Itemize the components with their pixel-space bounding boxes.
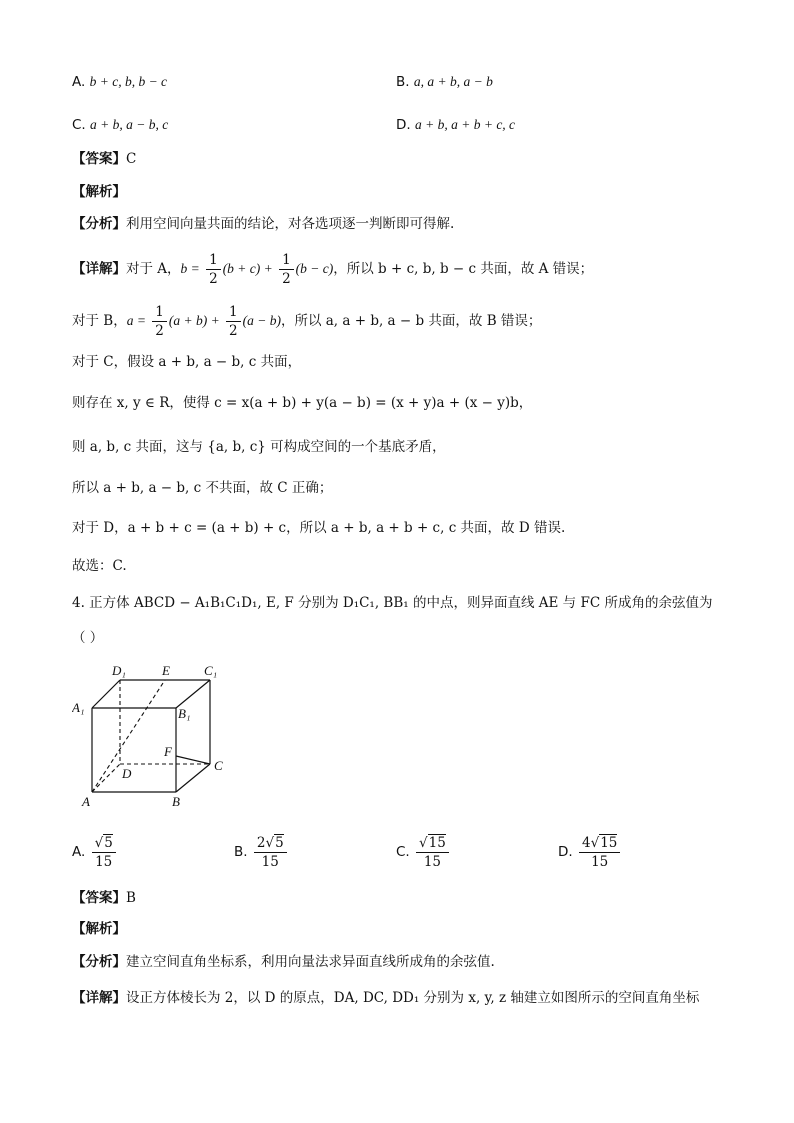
- label-b: B: [172, 794, 180, 809]
- frac-num: 1: [152, 303, 167, 322]
- label-d1: D₁: [112, 663, 126, 678]
- q3-analysis-tag: [72, 182, 126, 202]
- frac-den: 2: [155, 323, 164, 339]
- detail-a-suffix: ，所以 b + c, b, b − c 共面，故 A 错误；: [333, 261, 594, 277]
- label-e: E: [162, 663, 170, 678]
- q3-detail-b: [72, 302, 541, 340]
- label-d: D: [122, 766, 132, 781]
- half-fraction: [206, 251, 221, 288]
- option-label: B.: [234, 844, 248, 860]
- option-expr: a + b, a + b + c, c: [414, 117, 516, 132]
- detail-b-suffix: ，所以 a, a + b, a − b 共面，故 B 错误；: [280, 313, 542, 329]
- frac-den: 15: [423, 854, 441, 870]
- option-fraction: [254, 834, 287, 871]
- detail-b-term1: (a + b) +: [168, 313, 220, 328]
- radicand: 5: [104, 835, 113, 851]
- detail-b-prefix: 对于 B，: [72, 313, 127, 329]
- half-fraction: [279, 251, 294, 288]
- q4-option-b: [234, 832, 289, 872]
- answer-value: B: [126, 890, 136, 906]
- label-c: C: [214, 758, 223, 773]
- frac-den: 2: [209, 271, 218, 287]
- option-fraction: [92, 834, 116, 871]
- answer-tag: 【答案】: [72, 151, 126, 167]
- radicand: 5: [275, 835, 284, 851]
- option-expr: a, a + b, a − b: [413, 74, 493, 89]
- option-fraction: [579, 834, 620, 871]
- q3-option-b: [396, 72, 493, 92]
- coef: 4: [581, 835, 591, 851]
- option-expr: a + b, a − b, c: [90, 117, 169, 132]
- detail-tag: 【详解】: [72, 990, 126, 1006]
- detail-tag: 【详解】: [72, 261, 126, 277]
- fenxi-text: 建立空间直角坐标系，利用向量法求异面直线所成角的余弦值.: [126, 954, 495, 970]
- coef: 2: [256, 835, 266, 851]
- cube-figure: [72, 660, 242, 810]
- q3-detail-c2: 则存在 x, y ∈ R，使得 c = x(a + b) + y(a − b) = (x + y)a + (x − y)b，: [72, 395, 533, 411]
- frac-den: 15: [261, 854, 279, 870]
- q4-option-c: [396, 832, 451, 872]
- detail-a-term1: (b + c) +: [222, 261, 273, 276]
- detail-a-prefix: 对于 A，: [126, 261, 181, 277]
- frac-num: 1: [279, 251, 294, 270]
- option-label: C.: [396, 844, 410, 860]
- q4-answer: [72, 888, 136, 908]
- frac-den: 15: [95, 854, 113, 870]
- fenxi-text: 利用空间向量共面的结论，对各选项逐一判断即可得解.: [126, 216, 455, 232]
- q4-option-a: [72, 832, 118, 872]
- q3-option-c: [72, 115, 168, 135]
- detail-b-term2: (a − b): [242, 313, 281, 328]
- q3-answer: [72, 149, 136, 169]
- detail-a-lhs: b =: [180, 261, 200, 276]
- half-fraction: [226, 303, 241, 340]
- label-a: A: [82, 794, 90, 809]
- frac-den: 15: [591, 854, 609, 870]
- frac-num: 1: [226, 303, 241, 322]
- option-label: C.: [72, 117, 86, 133]
- option-fraction: [416, 834, 449, 871]
- frac-num: 2√5: [254, 834, 287, 853]
- frac-num: √5: [92, 834, 116, 853]
- frac-num: √15: [416, 834, 449, 853]
- q3-detail-c1: 对于 C，假设 a + b, a − b, c 共面，: [72, 354, 302, 370]
- edge-a1d1: [92, 680, 120, 708]
- label-a1: A₁: [72, 700, 85, 715]
- q3-option-a: [72, 72, 167, 92]
- q4-paren: （ ）: [72, 630, 104, 646]
- frac-den: 2: [229, 323, 238, 339]
- q3-fenxi: [72, 214, 454, 234]
- fenxi-tag: 【分析】: [72, 954, 126, 970]
- q4-fenxi: [72, 952, 495, 972]
- answer-tag: 【答案】: [72, 890, 126, 906]
- segment-fc: [176, 756, 210, 764]
- label-c1: C₁: [204, 663, 218, 678]
- option-expr: b + c, b, b − c: [89, 74, 168, 89]
- analysis-tag: 【解析】: [72, 921, 126, 937]
- q3-detail-d: 对于 D，a + b + c = (a + b) + c，所以 a + b, a + b + c, c 共面，故 D 错误.: [72, 520, 566, 536]
- option-label: D.: [558, 844, 573, 860]
- q4-stem: 4. 正方体 ABCD − A₁B₁C₁D₁, E, F 分别为 D₁C₁, BB₁ 的中点，则异面直线 AE 与 FC 所成角的余弦值为: [72, 595, 713, 611]
- edge-b1c1: [176, 680, 210, 708]
- q3-detail-c3: 则 a, b, c 共面，这与 {a, b, c} 可构成空间的一个基底矛盾，: [72, 439, 446, 455]
- radicand: 15: [600, 835, 618, 851]
- q4-detail: [72, 988, 699, 1008]
- frac-num: 4√15: [579, 834, 620, 853]
- q4-option-d: [558, 832, 622, 872]
- option-label: A.: [72, 74, 86, 90]
- option-label: B.: [396, 74, 410, 90]
- option-label: A.: [72, 844, 86, 860]
- label-f: F: [164, 744, 172, 759]
- radicand: 15: [428, 835, 446, 851]
- detail-a-term2: (b − c): [295, 261, 334, 276]
- edge-bc: [176, 764, 210, 792]
- detail-b-lhs: a =: [126, 313, 146, 328]
- answer-value: C: [126, 151, 137, 167]
- half-fraction: [152, 303, 167, 340]
- q3-option-d: [396, 115, 515, 135]
- q3-detail-a: [72, 250, 593, 288]
- q4-analysis-tag: [72, 919, 126, 939]
- detail-text: 设正方体棱长为 2，以 D 的原点，DA, DC, DD₁ 分别为 x, y, z 轴建立如图所示的空间直角坐标: [126, 990, 700, 1006]
- q3-choose: 故选：C.: [72, 558, 127, 574]
- fenxi-tag: 【分析】: [72, 216, 126, 232]
- analysis-tag: 【解析】: [72, 184, 126, 200]
- option-label: D.: [396, 117, 411, 133]
- frac-num: 1: [206, 251, 221, 270]
- q3-detail-c4: 所以 a + b, a − b, c 不共面，故 C 正确；: [72, 480, 333, 496]
- label-b1: B₁: [178, 706, 191, 721]
- edge-ad-hidden: [92, 764, 120, 792]
- frac-den: 2: [282, 271, 291, 287]
